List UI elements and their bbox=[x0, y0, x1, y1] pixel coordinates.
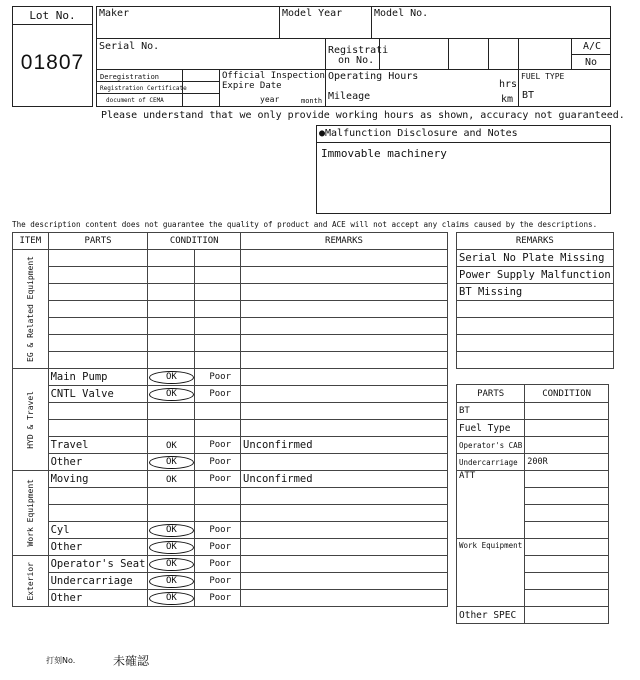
remark-cell bbox=[241, 335, 448, 352]
registration-certificate-label: Registration Certificate bbox=[100, 85, 187, 92]
fuel-type-label: FUEL TYPE bbox=[521, 72, 565, 81]
part-cell bbox=[48, 505, 148, 522]
poor-mark: Poor bbox=[195, 454, 241, 471]
ok-circled-mark: OK bbox=[149, 558, 194, 571]
table-row bbox=[13, 539, 448, 556]
part-cell: Other bbox=[48, 454, 148, 471]
remark-cell bbox=[241, 573, 448, 590]
remark-cell bbox=[241, 539, 448, 556]
disclaimer: The description content does not guarantee the quality of product and ACE will not accept any claims caused by the descriptions. bbox=[12, 220, 598, 229]
pc-other-spec-value bbox=[525, 607, 609, 624]
table-row bbox=[13, 403, 448, 420]
poor-mark: Poor bbox=[195, 386, 241, 403]
part-cell bbox=[48, 267, 148, 284]
poor-mark bbox=[195, 420, 241, 437]
ok-circled-mark: OK bbox=[149, 541, 194, 554]
part-cell bbox=[48, 352, 148, 369]
part-cell: Cyl bbox=[48, 522, 148, 539]
remark-cell bbox=[241, 352, 448, 369]
lot-no-label: Lot No. bbox=[13, 7, 92, 25]
table-row bbox=[13, 335, 448, 352]
part-cell bbox=[48, 301, 148, 318]
poor-mark: Poor bbox=[195, 590, 241, 607]
poor-mark: Poor bbox=[195, 437, 241, 454]
poor-mark bbox=[195, 335, 241, 352]
remark-cell bbox=[241, 386, 448, 403]
table-header-row bbox=[13, 233, 448, 250]
ok-circled-mark: OK bbox=[149, 592, 194, 605]
part-cell bbox=[48, 318, 148, 335]
fuel-type-value: BT bbox=[522, 90, 535, 101]
section-label: Work Equipment bbox=[25, 479, 35, 547]
operating-hours-label: Operating Hours bbox=[328, 71, 419, 82]
pc-other-spec-label: Other SPEC bbox=[457, 607, 525, 624]
ok-circled-mark: OK bbox=[149, 388, 194, 401]
lot-no-value: 01807 bbox=[20, 51, 85, 74]
stamp-no-label: 打刻No. bbox=[46, 656, 76, 665]
expire-date-label: Expire Date bbox=[222, 81, 282, 91]
remark-row: Power Supply Malfunction bbox=[457, 267, 614, 284]
pc-undercarriage-value: 200R bbox=[525, 454, 609, 471]
hrs-unit: hrs bbox=[499, 79, 518, 90]
parts-condition-table bbox=[456, 384, 609, 624]
remark-cell bbox=[241, 454, 448, 471]
section-label: EG & Related Equipment bbox=[25, 256, 35, 362]
remark-row: Serial No Plate Missing bbox=[457, 250, 614, 267]
part-cell bbox=[48, 284, 148, 301]
remarks-header: REMARKS bbox=[241, 233, 448, 250]
remark-cell bbox=[241, 318, 448, 335]
table-row bbox=[13, 420, 448, 437]
poor-mark bbox=[195, 250, 241, 267]
poor-mark: Poor bbox=[195, 573, 241, 590]
table-row bbox=[13, 386, 448, 403]
poor-mark: Poor bbox=[195, 522, 241, 539]
poor-mark bbox=[195, 318, 241, 335]
table-row bbox=[13, 267, 448, 284]
mileage-label: Mileage bbox=[328, 91, 371, 102]
working-hours-note: Please understand that we only provide working hours as shown, accuracy not guaranteed. bbox=[101, 110, 625, 121]
pc-bt-value bbox=[525, 403, 609, 420]
part-cell: Travel bbox=[48, 437, 148, 454]
remark-cell bbox=[241, 403, 448, 420]
pc-operators-cab-value bbox=[525, 437, 609, 454]
ok-mark: OK bbox=[165, 440, 177, 451]
remark-cell bbox=[241, 369, 448, 386]
remarks-table-header: REMARKS bbox=[457, 233, 614, 250]
remark-row bbox=[457, 318, 614, 335]
table-row bbox=[13, 318, 448, 335]
serial-no-label: Serial No. bbox=[99, 41, 160, 52]
remark-row bbox=[457, 301, 614, 318]
section-label: HYD & Travel bbox=[25, 390, 35, 449]
official-inspection-label: Official Inspection bbox=[222, 71, 325, 81]
remark-cell bbox=[241, 590, 448, 607]
document-cema-label: document of CEMA bbox=[106, 97, 164, 104]
pc-operators-cab-label: Operator's CAB bbox=[457, 437, 525, 454]
stamp-no-value: 未確認 bbox=[113, 654, 150, 668]
table-row bbox=[13, 488, 448, 505]
table-row bbox=[13, 471, 448, 488]
section-label: Exterior bbox=[25, 561, 35, 601]
part-cell: CNTL Valve bbox=[48, 386, 148, 403]
table-row bbox=[13, 522, 448, 539]
year-label: year bbox=[260, 95, 280, 104]
table-row bbox=[13, 301, 448, 318]
poor-mark bbox=[195, 403, 241, 420]
remark-row bbox=[457, 352, 614, 369]
poor-mark: Poor bbox=[195, 556, 241, 573]
deregistration-label: Deregistration bbox=[100, 73, 160, 81]
poor-mark bbox=[195, 284, 241, 301]
maker-label: Maker bbox=[99, 8, 130, 19]
poor-mark bbox=[195, 267, 241, 284]
ok-circled-mark: OK bbox=[149, 524, 194, 537]
poor-mark bbox=[195, 505, 241, 522]
part-cell: Undercarriage bbox=[48, 573, 148, 590]
ok-circled-mark: OK bbox=[149, 575, 194, 588]
pc-fuel-type-label: Fuel Type bbox=[457, 420, 525, 437]
table-row bbox=[13, 590, 448, 607]
registration-no-label: Registrati bbox=[328, 45, 389, 56]
table-row bbox=[13, 369, 448, 386]
part-cell: Operator's Seat bbox=[48, 556, 148, 573]
ok-circled-mark: OK bbox=[149, 371, 194, 384]
remarks-table bbox=[456, 232, 614, 369]
ac-label: A/C bbox=[583, 41, 602, 52]
malfunction-title: ●Malfunction Disclosure and Notes bbox=[319, 128, 518, 139]
poor-mark: Poor bbox=[195, 369, 241, 386]
remark-cell: Unconfirmed bbox=[241, 437, 448, 454]
remark-cell bbox=[241, 522, 448, 539]
pc-work-equipment-label: Work Equipment bbox=[457, 539, 525, 607]
part-cell bbox=[48, 403, 148, 420]
ok-mark: OK bbox=[165, 474, 177, 485]
part-cell: Other bbox=[48, 539, 148, 556]
part-cell: Other bbox=[48, 590, 148, 607]
part-cell bbox=[48, 335, 148, 352]
remark-cell bbox=[241, 301, 448, 318]
condition-table bbox=[12, 232, 448, 607]
poor-mark bbox=[195, 301, 241, 318]
table-row bbox=[13, 284, 448, 301]
table-row bbox=[13, 573, 448, 590]
remark-cell bbox=[241, 250, 448, 267]
lot-box bbox=[12, 6, 93, 107]
remark-cell bbox=[241, 505, 448, 522]
table-row bbox=[13, 505, 448, 522]
km-unit: km bbox=[501, 94, 514, 105]
month-label: month bbox=[301, 97, 323, 105]
poor-mark bbox=[195, 488, 241, 505]
remark-cell bbox=[241, 284, 448, 301]
remark-row: BT Missing bbox=[457, 284, 614, 301]
registration-no-label-2: on No. bbox=[338, 55, 375, 66]
pc-parts-header: PARTS bbox=[457, 385, 525, 403]
part-cell: Main Pump bbox=[48, 369, 148, 386]
remark-cell bbox=[241, 488, 448, 505]
table-row bbox=[13, 352, 448, 369]
table-row bbox=[13, 250, 448, 267]
pc-bt-label: BT bbox=[457, 403, 525, 420]
part-cell bbox=[48, 488, 148, 505]
remark-cell bbox=[241, 267, 448, 284]
part-cell: Moving bbox=[48, 471, 148, 488]
model-no-label: Model No. bbox=[374, 8, 429, 19]
poor-mark bbox=[195, 352, 241, 369]
table-row bbox=[13, 454, 448, 471]
remark-cell bbox=[241, 556, 448, 573]
remark-row bbox=[457, 335, 614, 352]
ok-circled-mark: OK bbox=[149, 456, 194, 469]
condition-header: CONDITION bbox=[148, 233, 241, 250]
table-row bbox=[13, 556, 448, 573]
model-year-label: Model Year bbox=[282, 8, 343, 19]
part-cell bbox=[48, 250, 148, 267]
malfunction-box bbox=[316, 125, 611, 214]
malfunction-text: Immovable machinery bbox=[321, 147, 447, 160]
ac-value: No bbox=[585, 57, 598, 68]
pc-fuel-type-value bbox=[525, 420, 609, 437]
item-header: ITEM bbox=[13, 233, 49, 250]
remark-cell bbox=[241, 420, 448, 437]
pc-undercarriage-label: Undercarriage bbox=[457, 454, 525, 471]
poor-mark: Poor bbox=[195, 471, 241, 488]
pc-condition-header: CONDITION bbox=[525, 385, 609, 403]
table-row bbox=[13, 437, 448, 454]
part-cell bbox=[48, 420, 148, 437]
poor-mark: Poor bbox=[195, 539, 241, 556]
remark-cell: Unconfirmed bbox=[241, 471, 448, 488]
pc-att-label: ATT bbox=[457, 471, 525, 539]
parts-header: PARTS bbox=[48, 233, 148, 250]
